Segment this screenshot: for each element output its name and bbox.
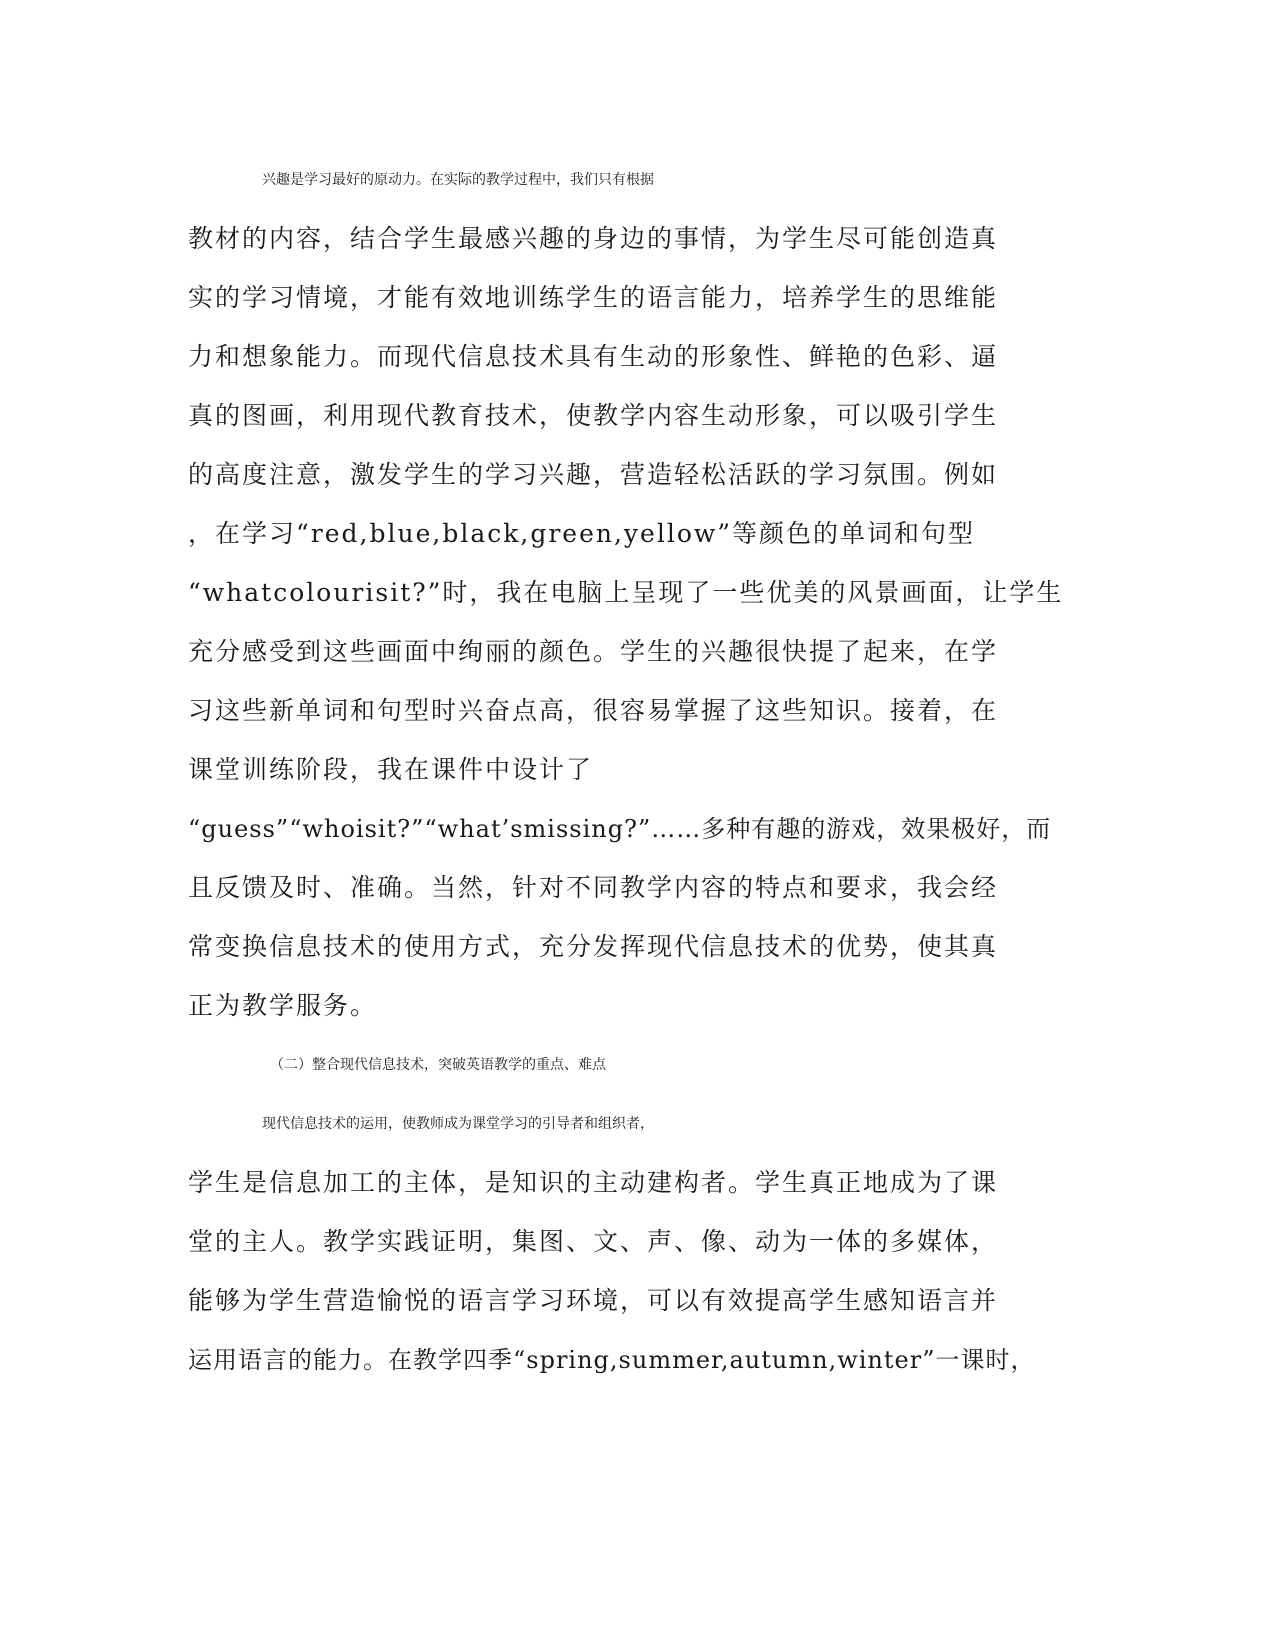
paragraph-line: 实的学习情境，才能有效地训练学生的语言能力，培养学生的思维能: [188, 283, 999, 312]
paragraph-line: “whatcolourisit?”时，我在电脑上呈现了一些优美的风景画面，让学生: [188, 578, 1064, 607]
paragraph-line: 兴趣是学习最好的原动力。在实际的教学过程中，我们只有根据: [262, 172, 654, 188]
paragraph-line: 且反馈及时、准确。当然，针对不同教学内容的特点和要求，我会经: [188, 873, 999, 902]
paragraph-line: ，在学习“red,blue,black,green,yellow”等颜色的单词和句型: [188, 519, 976, 548]
paragraph-line: 习这些新单词和句型时兴奋点高，很容易掌握了这些知识。接着，在: [188, 696, 999, 725]
paragraph-line: 堂的主人。教学实践证明，集图、文、声、像、动为一体的多媒体，: [188, 1227, 999, 1256]
paragraph-line: 充分感受到这些画面中绚丽的颜色。学生的兴趣很快提了起来，在学: [188, 637, 999, 666]
paragraph-line: 真的图画，利用现代教育技术，使教学内容生动形象，可以吸引学生: [188, 401, 999, 430]
section-heading: （二）整合现代信息技术，突破英语教学的重点、难点: [270, 1057, 606, 1073]
paragraph-line: 常变换信息技术的使用方式，充分发挥现代信息技术的优势，使其真: [188, 932, 999, 961]
paragraph-line: 的高度注意，激发学生的学习兴趣，营造轻松活跃的学习氛围。例如: [188, 460, 999, 489]
paragraph-line: 教材的内容，结合学生最感兴趣的身边的事情，为学生尽可能创造真: [188, 224, 999, 253]
paragraph-line: 能够为学生营造愉悦的语言学习环境，可以有效提高学生感知语言并: [188, 1286, 999, 1315]
paragraph-line: 课堂训练阶段，我在课件中设计了: [188, 755, 594, 784]
paragraph-line: “guess”“whoisit?”“what’smissing?”……多种有趣的游戏，效果极好，而: [188, 815, 1052, 843]
paragraph-line: 运用语言的能力。在教学四季“spring,summer,autumn,winter”一课时，: [188, 1346, 1036, 1374]
paragraph-line: 学生是信息加工的主体，是知识的主动建构者。学生真正地成为了课: [188, 1168, 999, 1197]
paragraph-line: 正为教学服务。: [188, 991, 378, 1020]
paragraph-line: 现代信息技术的运用，使教师成为课堂学习的引导者和组织者，: [262, 1116, 654, 1132]
paragraph-line: 力和想象能力。而现代信息技术具有生动的形象性、鲜艳的色彩、逼: [188, 342, 999, 371]
